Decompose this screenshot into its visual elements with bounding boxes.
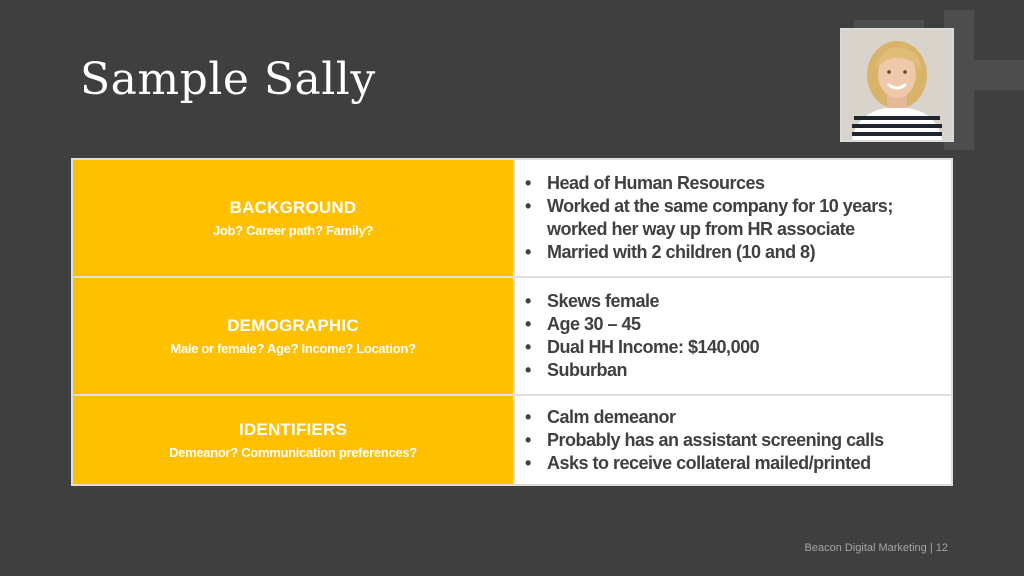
list-item: • Worked at the same company for 10 years; worked her way up from HR associate (525, 195, 941, 241)
bullet-list (515, 406, 951, 475)
table-row (72, 395, 952, 485)
identifiers-details-cell (514, 395, 952, 485)
list-item: • Dual HH Income: $140,000 (525, 336, 941, 359)
row-subheading: Job? Career path? Family? (212, 223, 374, 238)
list-item: • Calm demeanor (525, 406, 941, 429)
list-item: • Suburban (525, 359, 941, 382)
list-item: • Skews female (525, 290, 941, 313)
slide-footer: Beacon Digital Marketing | 12 (804, 542, 948, 554)
woman-portrait-icon (842, 30, 952, 140)
slide-title: Sample Sally (80, 54, 376, 105)
demographic-details-cell (514, 277, 952, 395)
list-item: • Age 30 – 45 (525, 313, 941, 336)
demographic-label-cell (72, 277, 514, 395)
bullet-list (515, 172, 951, 264)
identifiers-label-cell (72, 395, 514, 485)
persona-photo (840, 28, 954, 142)
background-details-cell (514, 159, 952, 277)
row-subheading: Male or female? Age? Income? Location? (170, 341, 416, 356)
table-row (72, 159, 952, 277)
row-heading: BACKGROUND (229, 198, 357, 217)
persona-table (71, 158, 953, 486)
list-item: • Head of Human Resources (525, 172, 941, 195)
list-item: • Probably has an assistant screening calls (525, 429, 941, 452)
list-item: • Married with 2 children (10 and 8) (525, 241, 941, 264)
bullet-list (515, 290, 951, 382)
row-subheading: Demeanor? Communication preferences? (169, 445, 417, 460)
background-label-cell (72, 159, 514, 277)
row-heading: IDENTIFIERS (239, 420, 347, 439)
table-row (72, 277, 952, 395)
row-heading: DEMOGRAPHIC (227, 316, 359, 335)
list-item: • Asks to receive collateral mailed/printed (525, 452, 941, 475)
